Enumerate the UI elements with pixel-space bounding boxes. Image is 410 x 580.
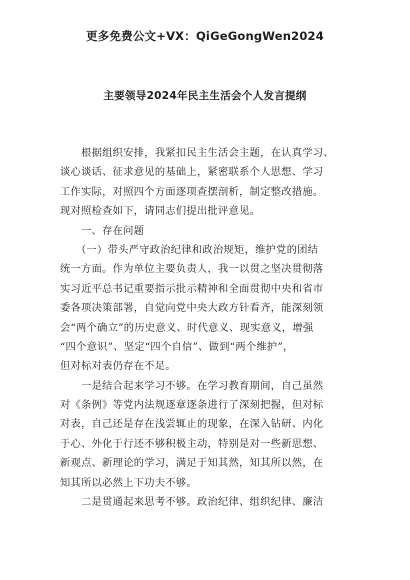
text-line: 根据组织安排，我紧扣民主生活会主题，在认真学习、 — [60, 148, 334, 159]
text-line: 二是贯通起来思考不够。政治纪律、组织纪律、廉洁 — [60, 497, 324, 509]
text-line: 对表，自己还是存在浅尝辄止的现象，在深入钻研、内化 — [60, 419, 324, 431]
text-line: 统一方面。作为单位主要负责人，我一以贯之坚决贯彻落 — [60, 264, 324, 276]
text-line: 工作实际，对照四个方面逐项查摆剖析，制定整改措施。 — [60, 186, 324, 198]
text-line: 知其所以必然上下功夫不够。 — [60, 477, 197, 489]
text-line: 一是结合起来学习不够。在学习教育期间，自己虽然 — [60, 380, 324, 392]
text-line: 于心、外化于行还不够积极主动，特别是对一些新思想、 — [60, 438, 324, 450]
text-line: （一）带头严守政治纪律和政治规矩，维护党的团结 — [60, 244, 319, 256]
text-line: 实习近平总书记重要指示批示精神和全面贯彻中央和省市 — [60, 283, 324, 295]
text-line: 对《条例》等党内法规逐章逐条进行了深刻把握，但对标 — [60, 400, 324, 412]
page-title: 主要领导2024年民主生活会个人发言提纲 — [103, 90, 307, 102]
text-line: 谈心谈话、征求意见的基础上，紧密联系个人思想、学习 — [60, 167, 324, 179]
text-line: 新观点、新理论的学习，满足于知其然，知其所以然，在 — [60, 458, 324, 470]
text-line: 但对标对表仍存在不足。 — [60, 361, 176, 373]
text-line: 委各项决策部署，自觉向党中央大政方针看齐，能深刻领 — [60, 303, 324, 315]
body-text — [60, 144, 362, 512]
watermark-header: 更多免费公文+VX：QiGeGongWen2024 — [86, 29, 324, 43]
text-line: 会“两个确立”的历史意义、时代意义、现实意义，增强 — [60, 322, 314, 334]
text-line: 一、存在问题 — [60, 225, 145, 237]
text-line: 现对照检查如下，请同志们提出批评意见。 — [60, 206, 261, 218]
text-line: “四个意识”、坚定“四个自信”、做到“两个维护”， — [60, 341, 294, 353]
